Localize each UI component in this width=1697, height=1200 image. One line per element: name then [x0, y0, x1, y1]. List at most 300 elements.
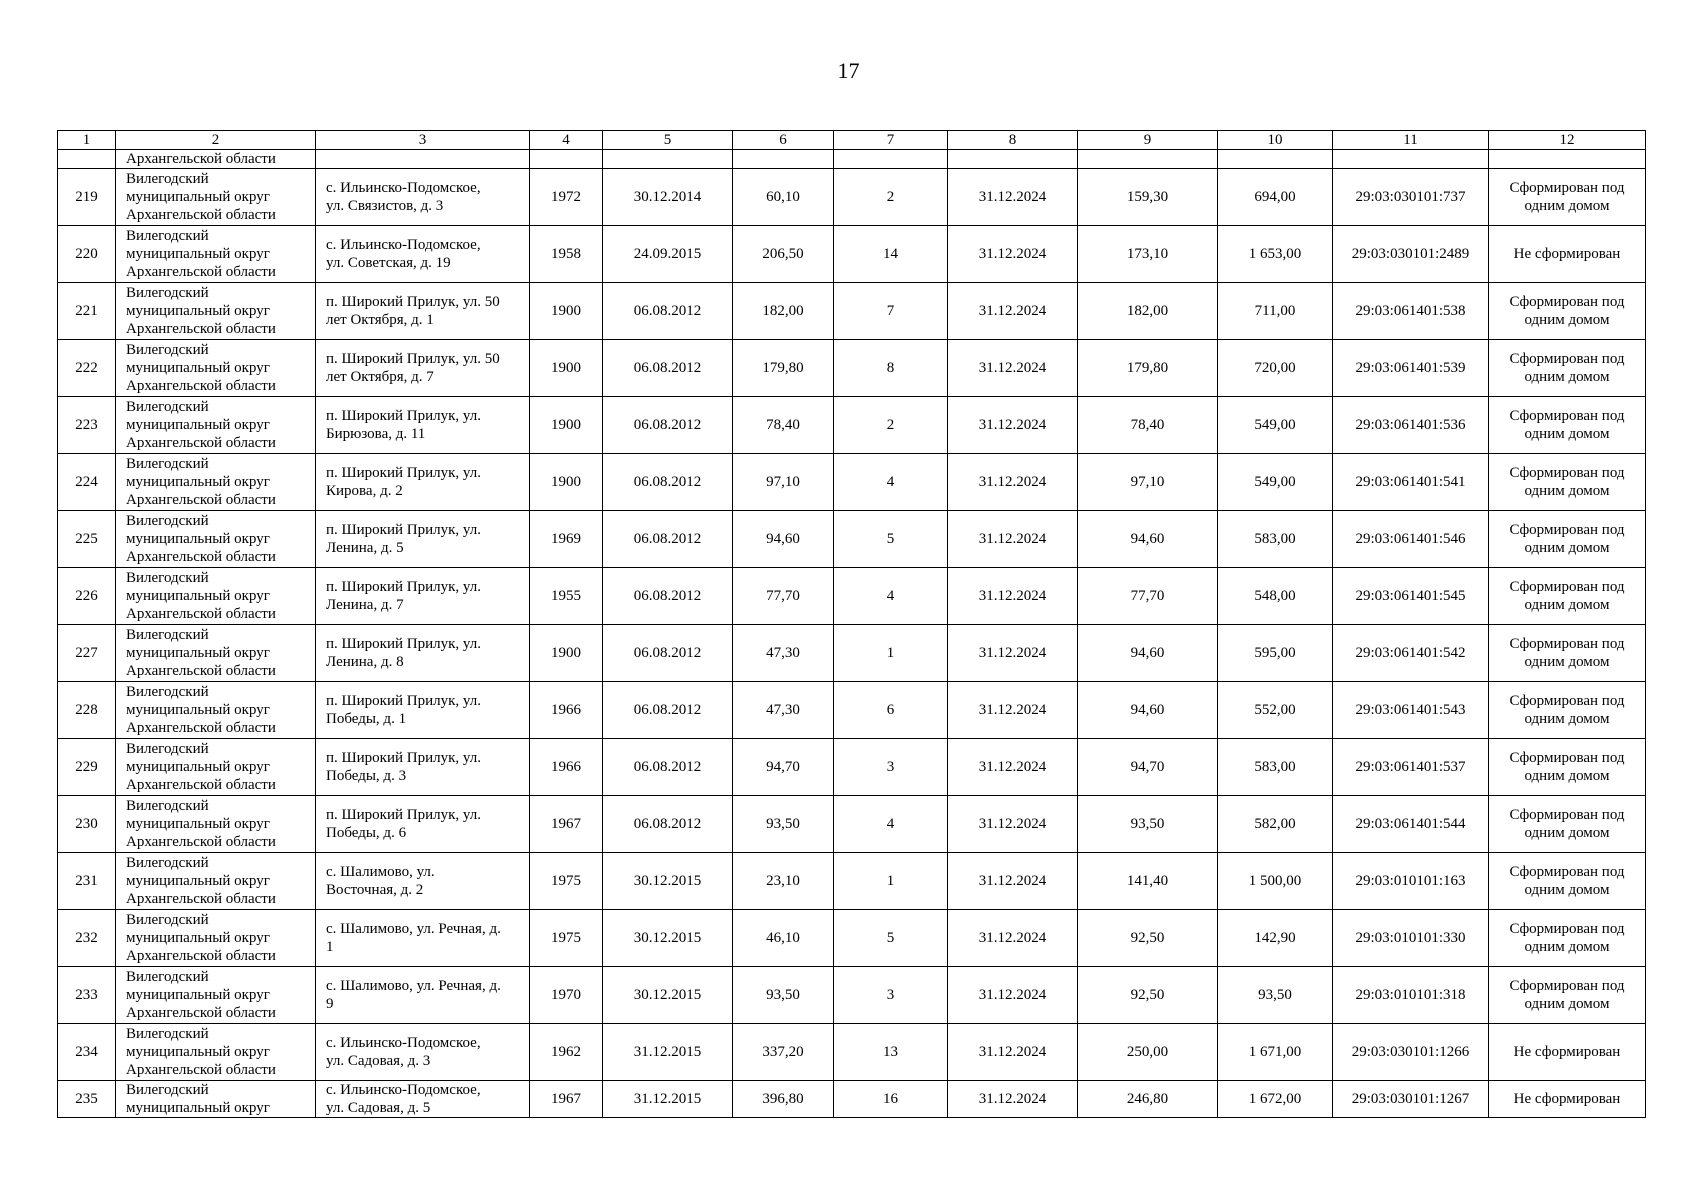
address-cell-line: ул. Связистов, д. 3 — [326, 198, 444, 214]
district-cell-line: Вилегодский — [126, 513, 209, 529]
land-status-cell-line: Сформирован под — [1509, 465, 1625, 481]
row-number: 222 — [58, 340, 116, 397]
district-cell-line: Архангельской области — [126, 777, 276, 793]
address-cell-line: п. Широкий Прилук, ул. 50 — [326, 294, 500, 310]
registry-body — [58, 150, 1646, 1118]
table-row — [58, 283, 1646, 340]
district-cell — [116, 511, 316, 568]
area-cell: 94,70 — [733, 739, 834, 796]
cadastral-number-cell: 29:03:061401:539 — [1333, 340, 1489, 397]
address-cell — [316, 568, 530, 625]
address-cell — [316, 397, 530, 454]
column-number-row — [58, 131, 1646, 150]
deadline-cell: 31.12.2024 — [948, 967, 1078, 1024]
district-cell-lines — [126, 910, 311, 966]
district-cell-line: муниципальный округ — [126, 417, 270, 433]
date-cell: 31.12.2015 — [603, 1081, 733, 1118]
deadline-cell: 31.12.2024 — [948, 910, 1078, 967]
table-cell — [1333, 150, 1489, 169]
district-cell-lines — [126, 967, 311, 1023]
address-cell-line: с. Шалимово, ул. Речная, д. — [326, 978, 501, 994]
date-cell: 06.08.2012 — [603, 454, 733, 511]
address-cell — [316, 853, 530, 910]
continuation-row — [58, 150, 1646, 169]
date-cell: 06.08.2012 — [603, 796, 733, 853]
land-status-cell-line: одним домом — [1524, 369, 1610, 385]
area2-cell: 246,80 — [1078, 1081, 1218, 1118]
count-cell: 6 — [834, 682, 948, 739]
table-row — [58, 454, 1646, 511]
table-row — [58, 682, 1646, 739]
district-cell-line: Архангельской области — [126, 549, 276, 565]
land-status-cell-line: Сформирован под — [1509, 864, 1625, 880]
area-cell: 396,80 — [733, 1081, 834, 1118]
column-header: 11 — [1333, 131, 1489, 150]
area2-cell: 78,40 — [1078, 397, 1218, 454]
deadline-cell: 31.12.2024 — [948, 1024, 1078, 1081]
district-cell — [116, 853, 316, 910]
address-cell-line: п. Широкий Прилук, ул. — [326, 807, 481, 823]
district-cell-line: Архангельской области — [126, 891, 276, 907]
address-cell — [316, 283, 530, 340]
district-cell-line: муниципальный округ — [126, 702, 270, 718]
column-header: 7 — [834, 131, 948, 150]
table-row — [58, 340, 1646, 397]
address-cell-line: лет Октября, д. 7 — [326, 369, 434, 385]
area-cell: 337,20 — [733, 1024, 834, 1081]
area-cell: 77,70 — [733, 568, 834, 625]
year-cell: 1966 — [530, 682, 603, 739]
area2-cell: 92,50 — [1078, 910, 1218, 967]
district-cell-line: Вилегодский — [126, 342, 209, 358]
date-cell: 06.08.2012 — [603, 283, 733, 340]
table-row — [58, 1024, 1646, 1081]
district-cell-line: Вилегодский — [126, 456, 209, 472]
count-cell: 16 — [834, 1081, 948, 1118]
address-cell — [316, 226, 530, 283]
land-status-cell-line: одним домом — [1524, 540, 1610, 556]
area2-cell: 93,50 — [1078, 796, 1218, 853]
deadline-cell: 31.12.2024 — [948, 853, 1078, 910]
district-cell-line: муниципальный округ — [126, 303, 270, 319]
district-cell-line: Вилегодский — [126, 228, 209, 244]
district-cell-line: муниципальный округ — [126, 759, 270, 775]
district-cell-line: Архангельской области — [126, 321, 276, 337]
table-row — [58, 910, 1646, 967]
district-cell — [116, 169, 316, 226]
district-cell-lines — [126, 796, 311, 852]
cadastral-number-cell: 29:03:061401:542 — [1333, 625, 1489, 682]
area2-cell: 250,00 — [1078, 1024, 1218, 1081]
area2-cell: 94,60 — [1078, 682, 1218, 739]
district-cell — [116, 910, 316, 967]
land-status-cell-line: одним домом — [1524, 426, 1610, 442]
district-cell-line: муниципальный округ — [126, 360, 270, 376]
table-cell — [948, 150, 1078, 169]
address-cell-line: Кирова, д. 2 — [326, 483, 403, 499]
row-number: 233 — [58, 967, 116, 1024]
district-cell-line: Архангельской области — [126, 948, 276, 964]
district-cell — [116, 454, 316, 511]
land-area-cell: 552,00 — [1218, 682, 1333, 739]
address-cell-line: п. Широкий Прилук, ул. — [326, 408, 481, 424]
district-cell-line: муниципальный округ — [126, 816, 270, 832]
district-cell-lines — [126, 283, 311, 339]
table-cell — [1078, 150, 1218, 169]
address-cell-line: с. Шалимово, ул. — [326, 864, 435, 880]
district-cell-line: Вилегодский — [126, 684, 209, 700]
district-cell-line: муниципальный округ — [126, 1100, 270, 1116]
registry-table — [57, 130, 1646, 1118]
area-cell: 78,40 — [733, 397, 834, 454]
deadline-cell: 31.12.2024 — [948, 283, 1078, 340]
district-cell-line: Вилегодский — [126, 399, 209, 415]
count-cell: 2 — [834, 397, 948, 454]
date-cell: 06.08.2012 — [603, 397, 733, 454]
area2-cell: 159,30 — [1078, 169, 1218, 226]
deadline-cell: 31.12.2024 — [948, 625, 1078, 682]
area2-cell: 94,70 — [1078, 739, 1218, 796]
column-header: 10 — [1218, 131, 1333, 150]
cadastral-number-cell: 29:03:061401:545 — [1333, 568, 1489, 625]
district-cell-line: муниципальный округ — [126, 1044, 270, 1060]
address-cell-line: Ленина, д. 8 — [326, 654, 404, 670]
deadline-cell: 31.12.2024 — [948, 397, 1078, 454]
district-cell — [116, 625, 316, 682]
table-row — [58, 1081, 1646, 1118]
district-cell-line: Вилегодский — [126, 969, 209, 985]
row-number: 223 — [58, 397, 116, 454]
land-status-cell — [1489, 454, 1646, 511]
land-status-cell — [1489, 796, 1646, 853]
table-row — [58, 511, 1646, 568]
address-cell-line: Ленина, д. 5 — [326, 540, 404, 556]
area2-cell: 77,70 — [1078, 568, 1218, 625]
cadastral-number-cell: 29:03:010101:318 — [1333, 967, 1489, 1024]
district-cell — [116, 568, 316, 625]
land-area-cell: 142,90 — [1218, 910, 1333, 967]
cadastral-number-cell: 29:03:010101:330 — [1333, 910, 1489, 967]
deadline-cell: 31.12.2024 — [948, 682, 1078, 739]
address-cell-line: с. Шалимово, ул. Речная, д. — [326, 921, 501, 937]
cadastral-number-cell: 29:03:030101:2489 — [1333, 226, 1489, 283]
land-status-cell-line: одним домом — [1524, 711, 1610, 727]
count-cell: 7 — [834, 283, 948, 340]
row-number: 230 — [58, 796, 116, 853]
deadline-cell: 31.12.2024 — [948, 739, 1078, 796]
address-cell-line: Победы, д. 6 — [326, 825, 407, 841]
district-cell-line: Вилегодский — [126, 171, 209, 187]
land-status-cell-line: одним домом — [1524, 825, 1610, 841]
year-cell: 1967 — [530, 796, 603, 853]
date-cell: 24.09.2015 — [603, 226, 733, 283]
district-cell-lines — [126, 1081, 311, 1117]
column-header: 5 — [603, 131, 733, 150]
column-header: 6 — [733, 131, 834, 150]
land-status-cell-line: Сформирован под — [1509, 636, 1625, 652]
cadastral-number-cell: 29:03:030101:1267 — [1333, 1081, 1489, 1118]
cadastral-number-cell: 29:03:061401:543 — [1333, 682, 1489, 739]
area-cell: 94,60 — [733, 511, 834, 568]
district-cell-lines — [126, 568, 311, 624]
column-header: 12 — [1489, 131, 1646, 150]
deadline-cell: 31.12.2024 — [948, 511, 1078, 568]
deadline-cell: 31.12.2024 — [948, 340, 1078, 397]
land-status-cell — [1489, 1081, 1646, 1118]
land-status-cell-line: Сформирован под — [1509, 807, 1625, 823]
deadline-cell: 31.12.2024 — [948, 454, 1078, 511]
district-cell — [116, 1081, 316, 1118]
count-cell: 5 — [834, 910, 948, 967]
land-area-cell: 595,00 — [1218, 625, 1333, 682]
district-cell-lines — [126, 226, 311, 282]
cadastral-number-cell: 29:03:061401:541 — [1333, 454, 1489, 511]
district-cell — [116, 1024, 316, 1081]
address-cell — [316, 454, 530, 511]
count-cell: 4 — [834, 568, 948, 625]
land-status-cell-line: Не сформирован — [1513, 1044, 1621, 1060]
year-cell: 1967 — [530, 1081, 603, 1118]
count-cell: 13 — [834, 1024, 948, 1081]
address-cell — [316, 910, 530, 967]
district-cell-line: Архангельской области — [126, 720, 276, 736]
table-cell — [1218, 150, 1333, 169]
area-cell: 23,10 — [733, 853, 834, 910]
land-area-cell: 549,00 — [1218, 397, 1333, 454]
land-status-cell — [1489, 283, 1646, 340]
district-cell-lines — [126, 397, 311, 453]
district-cell — [116, 796, 316, 853]
year-cell: 1970 — [530, 967, 603, 1024]
date-cell: 06.08.2012 — [603, 511, 733, 568]
land-status-cell-line: Сформирован под — [1509, 408, 1625, 424]
district-cell-lines — [126, 511, 311, 567]
address-cell-line: п. Широкий Прилук, ул. — [326, 636, 481, 652]
deadline-cell: 31.12.2024 — [948, 226, 1078, 283]
row-number: 229 — [58, 739, 116, 796]
year-cell: 1955 — [530, 568, 603, 625]
address-cell — [316, 682, 530, 739]
date-cell: 06.08.2012 — [603, 739, 733, 796]
district-cell — [116, 967, 316, 1024]
address-cell-line: с. Ильинско-Подомское, — [326, 1035, 481, 1051]
year-cell: 1962 — [530, 1024, 603, 1081]
count-cell: 2 — [834, 169, 948, 226]
address-cell — [316, 625, 530, 682]
table-row — [58, 739, 1646, 796]
area-cell: 93,50 — [733, 967, 834, 1024]
land-area-cell: 583,00 — [1218, 739, 1333, 796]
row-number: 224 — [58, 454, 116, 511]
land-status-cell-line: Сформирован под — [1509, 750, 1625, 766]
district-cell — [116, 283, 316, 340]
deadline-cell: 31.12.2024 — [948, 1081, 1078, 1118]
year-cell: 1900 — [530, 340, 603, 397]
land-status-cell-line: одним домом — [1524, 597, 1610, 613]
row-number: 231 — [58, 853, 116, 910]
district-cell-lines — [126, 1024, 311, 1080]
district-cell-line: Вилегодский — [126, 570, 209, 586]
table-cell — [1489, 150, 1646, 169]
land-status-cell-line: одним домом — [1524, 312, 1610, 328]
table-row — [58, 625, 1646, 682]
land-area-cell: 1 653,00 — [1218, 226, 1333, 283]
row-number: 226 — [58, 568, 116, 625]
year-cell: 1969 — [530, 511, 603, 568]
area-cell: 47,30 — [733, 682, 834, 739]
land-status-cell — [1489, 739, 1646, 796]
land-area-cell: 1 671,00 — [1218, 1024, 1333, 1081]
district-cell-lines — [126, 340, 311, 396]
district-cell-lines — [126, 625, 311, 681]
address-cell — [316, 340, 530, 397]
area-cell: 93,50 — [733, 796, 834, 853]
cadastral-number-cell: 29:03:010101:163 — [1333, 853, 1489, 910]
date-cell: 06.08.2012 — [603, 682, 733, 739]
column-header: 9 — [1078, 131, 1218, 150]
page-number: 17 — [837, 58, 860, 83]
address-cell-line: ул. Садовая, д. 5 — [326, 1100, 431, 1116]
land-status-cell — [1489, 397, 1646, 454]
district-cell — [116, 739, 316, 796]
district-cell — [116, 226, 316, 283]
year-cell: 1958 — [530, 226, 603, 283]
district-cell-lines — [126, 169, 311, 225]
cadastral-number-cell: 29:03:061401:544 — [1333, 796, 1489, 853]
date-cell: 06.08.2012 — [603, 625, 733, 682]
land-area-cell: 548,00 — [1218, 568, 1333, 625]
count-cell: 4 — [834, 796, 948, 853]
date-cell: 06.08.2012 — [603, 340, 733, 397]
land-area-cell: 583,00 — [1218, 511, 1333, 568]
district-cell-line: муниципальный округ — [126, 930, 270, 946]
year-cell: 1975 — [530, 853, 603, 910]
date-cell: 06.08.2012 — [603, 568, 733, 625]
land-area-cell: 1 500,00 — [1218, 853, 1333, 910]
table-cell — [58, 150, 116, 169]
district-cell-line: Архангельской области — [126, 1062, 276, 1078]
district-cell-lines — [126, 454, 311, 510]
land-status-cell-line: Сформирован под — [1509, 978, 1625, 994]
table-row — [58, 169, 1646, 226]
district-cell-line: Архангельской области — [126, 435, 276, 451]
row-number: 232 — [58, 910, 116, 967]
cadastral-number-cell: 29:03:061401:536 — [1333, 397, 1489, 454]
area-cell: 47,30 — [733, 625, 834, 682]
land-area-cell: 720,00 — [1218, 340, 1333, 397]
count-cell: 5 — [834, 511, 948, 568]
district-cell-line: Архангельской области — [126, 1005, 276, 1021]
land-area-cell: 694,00 — [1218, 169, 1333, 226]
land-area-cell: 711,00 — [1218, 283, 1333, 340]
land-status-cell — [1489, 169, 1646, 226]
land-status-cell-line: Сформирован под — [1509, 693, 1625, 709]
date-cell: 30.12.2015 — [603, 910, 733, 967]
district-cell-line: Вилегодский — [126, 285, 209, 301]
district-cell-line: Архангельской области — [126, 207, 276, 223]
address-cell-line: п. Широкий Прилук, ул. — [326, 465, 481, 481]
address-cell — [316, 511, 530, 568]
count-cell: 3 — [834, 739, 948, 796]
district-cell-line: муниципальный округ — [126, 474, 270, 490]
district-cell — [116, 340, 316, 397]
table-row — [58, 568, 1646, 625]
district-cell-line: Архангельской области — [126, 264, 276, 280]
address-cell-line: Восточная, д. 2 — [326, 882, 424, 898]
area-cell: 206,50 — [733, 226, 834, 283]
district-cell-lines — [126, 853, 311, 909]
district-cell-line: муниципальный округ — [126, 873, 270, 889]
district-cell-line: Архангельской области — [126, 834, 276, 850]
area2-cell: 92,50 — [1078, 967, 1218, 1024]
district-cell-line: муниципальный округ — [126, 588, 270, 604]
address-cell — [316, 739, 530, 796]
address-cell — [316, 967, 530, 1024]
land-status-cell — [1489, 682, 1646, 739]
district-cell-line: муниципальный округ — [126, 189, 270, 205]
table-row — [58, 967, 1646, 1024]
area2-cell: 97,10 — [1078, 454, 1218, 511]
district-cell-line: Архангельской области — [126, 492, 276, 508]
district-cell-line: Вилегодский — [126, 627, 209, 643]
land-status-cell-line: Не сформирован — [1513, 1091, 1621, 1107]
land-area-cell: 582,00 — [1218, 796, 1333, 853]
land-status-cell — [1489, 625, 1646, 682]
address-cell-line: с. Ильинско-Подомское, — [326, 237, 481, 253]
district-cell-line: Вилегодский — [126, 1026, 209, 1042]
table-row — [58, 397, 1646, 454]
area-cell: 97,10 — [733, 454, 834, 511]
district-cell-line: муниципальный округ — [126, 246, 270, 262]
land-status-cell — [1489, 511, 1646, 568]
address-cell-line: п. Широкий Прилук, ул. — [326, 579, 481, 595]
area-cell: 179,80 — [733, 340, 834, 397]
district-cell-line: Вилегодский — [126, 741, 209, 757]
address-cell — [316, 169, 530, 226]
land-status-cell-line: одним домом — [1524, 768, 1610, 784]
row-number: 220 — [58, 226, 116, 283]
row-number: 227 — [58, 625, 116, 682]
land-status-cell-line: Сформирован под — [1509, 351, 1625, 367]
district-cell-lines — [126, 682, 311, 738]
area2-cell: 173,10 — [1078, 226, 1218, 283]
land-status-cell — [1489, 910, 1646, 967]
year-cell: 1966 — [530, 739, 603, 796]
deadline-cell: 31.12.2024 — [948, 568, 1078, 625]
table-cell — [834, 150, 948, 169]
address-cell-line: п. Широкий Прилук, ул. — [326, 750, 481, 766]
year-cell: 1900 — [530, 454, 603, 511]
cadastral-number-cell: 29:03:061401:546 — [1333, 511, 1489, 568]
district-cell-line: Архангельской области — [126, 378, 276, 394]
table-row — [58, 853, 1646, 910]
row-number: 225 — [58, 511, 116, 568]
address-cell-line: 1 — [326, 939, 334, 955]
area-cell: 60,10 — [733, 169, 834, 226]
address-cell-line: п. Широкий Прилук, ул. — [326, 693, 481, 709]
land-status-cell — [1489, 1024, 1646, 1081]
table-cell — [603, 150, 733, 169]
row-number: 221 — [58, 283, 116, 340]
district-cell-line: Вилегодский — [126, 912, 209, 928]
land-area-cell: 549,00 — [1218, 454, 1333, 511]
count-cell: 8 — [834, 340, 948, 397]
table-cell — [733, 150, 834, 169]
table-cell — [530, 150, 603, 169]
area2-cell: 141,40 — [1078, 853, 1218, 910]
area2-cell: 94,60 — [1078, 511, 1218, 568]
address-cell-line: Бирюзова, д. 11 — [326, 426, 426, 442]
